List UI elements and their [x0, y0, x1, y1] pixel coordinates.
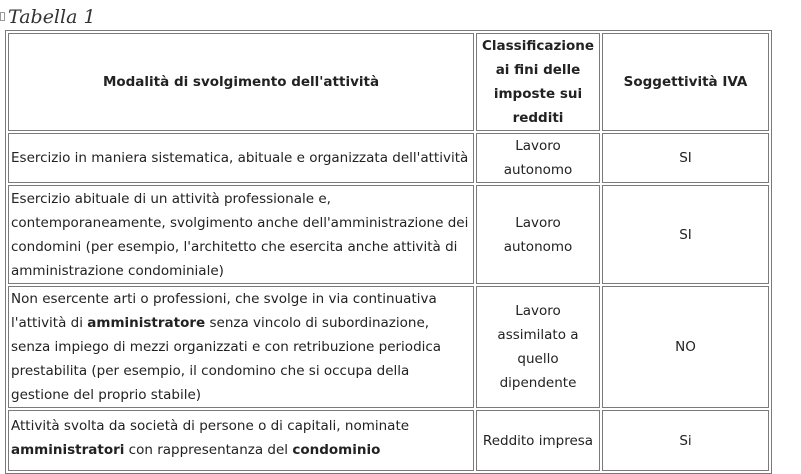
table-row — [8, 185, 769, 284]
header-modalita: Modalità di svolgimento dell'attività — [8, 33, 474, 131]
cell-modalita — [8, 410, 474, 471]
bold-term: amministratore — [87, 315, 206, 331]
cell-iva: NO — [602, 286, 769, 408]
header-soggettivita-iva: Soggettività IVA — [602, 33, 769, 131]
bold-term: condominio — [292, 442, 381, 458]
table-row — [8, 410, 769, 471]
cell-modalita: Esercizio abituale di un attività professionale e, contemporaneamente, svolgimento anche dell'amministrazione dei condomini (per esempio, l'architetto che esercita anche attività di amministrazione condominiale) — [8, 185, 474, 284]
cell-classificazione: Lavoro assimilato a quello dipendente — [476, 286, 600, 408]
table-header-row — [8, 33, 769, 131]
cell-iva: SI — [602, 185, 769, 284]
cell-classificazione: Lavoro autonomo — [476, 133, 600, 183]
text-segment: senza vincolo di subordinazione, senza impiego di mezzi organizzati e con retribuzione periodica prestabilita (per esempio, il condomino che si occupa della gestione del proprio stabile) — [11, 315, 442, 403]
cell-modalita — [8, 286, 474, 408]
table-caption: Tabella 1 — [8, 6, 96, 28]
bold-term: amministratori — [11, 442, 125, 458]
text-segment: Attività svolta da società di persone o di capitali, nominate — [11, 418, 410, 434]
cell-iva: Si — [602, 410, 769, 471]
cell-classificazione: Lavoro autonomo — [476, 185, 600, 284]
table-row — [8, 133, 769, 183]
table-row — [8, 286, 769, 408]
cell-classificazione: Reddito impresa — [476, 410, 600, 471]
cell-iva: SI — [602, 133, 769, 183]
text-segment: Non esercente arti o professioni, che svolge in via continuativa l'attività di — [11, 291, 437, 331]
anchor-marker — [0, 12, 5, 21]
cell-modalita: Esercizio in maniera sistematica, abituale e organizzata dell'attività — [8, 133, 474, 183]
header-classificazione: Classificazione ai fini delle imposte sui redditi — [476, 33, 600, 131]
text-segment: con rappresentanza del — [124, 442, 293, 458]
tax-classification-table — [5, 30, 772, 474]
